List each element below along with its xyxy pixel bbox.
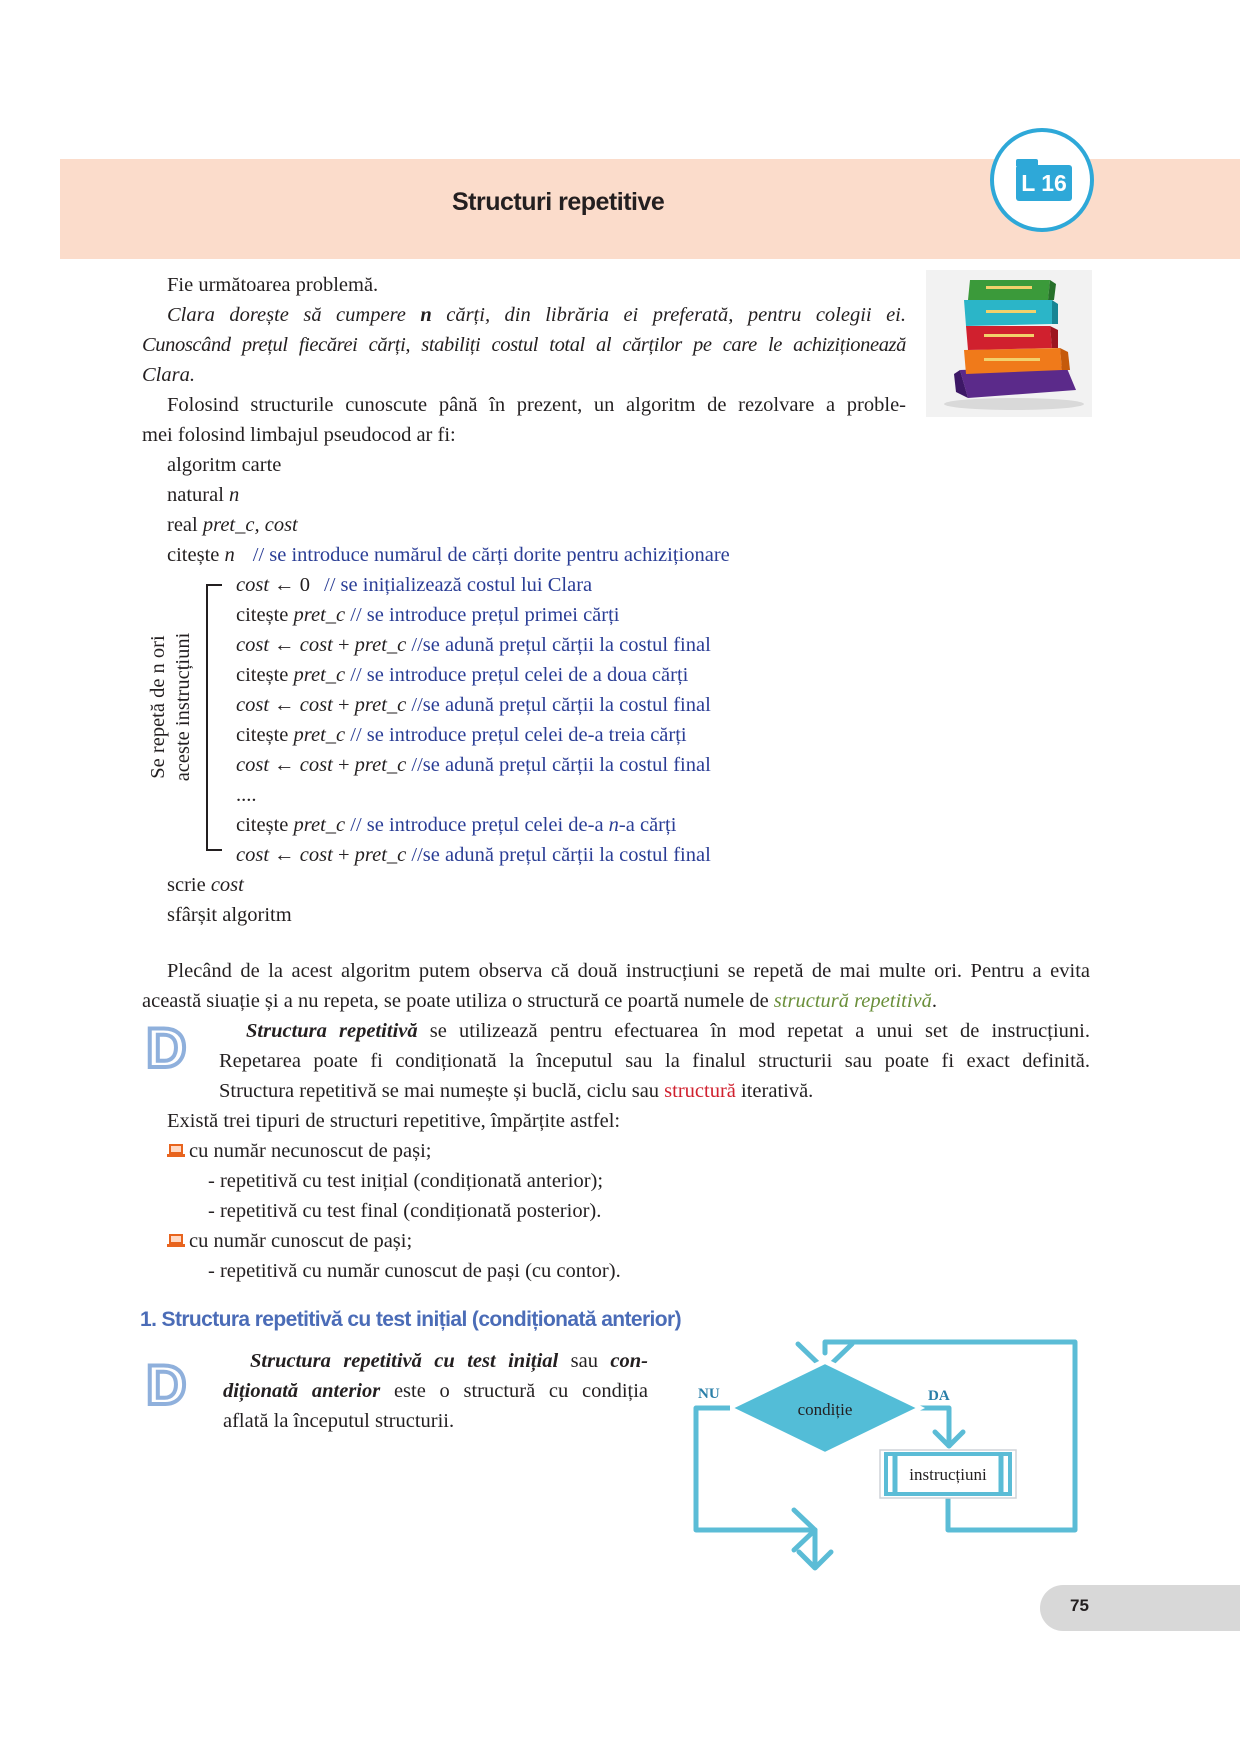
approach-line-1: Folosind structurile cunoscute până în prezent, un algoritm de rezolvare a proble- xyxy=(167,394,906,416)
algo-init xyxy=(236,570,592,600)
types-item: - repetitivă cu test inițial (condiționată anterior); xyxy=(208,1170,604,1192)
algo-sum-n xyxy=(236,840,711,870)
variable: pret_c xyxy=(293,664,346,686)
algo-sum-2 xyxy=(236,690,711,720)
definition-line-1 xyxy=(246,1016,1090,1046)
algo-read-1 xyxy=(236,600,620,630)
definition-text: iterativă. xyxy=(735,1080,814,1102)
types-intro: Există trei tipuri de structuri repetitive, împărțite astfel: xyxy=(167,1110,621,1132)
algo-read-n-th xyxy=(236,810,676,840)
algo-write xyxy=(167,870,244,900)
algo-header: algoritm carte xyxy=(167,454,282,476)
page-title: Structuri repetitive xyxy=(452,188,665,216)
condition-label: condiție xyxy=(797,1400,853,1419)
variable: pret_c xyxy=(293,814,346,836)
definition-text: este o structură cu condiția xyxy=(380,1380,649,1402)
problem-line-1 xyxy=(167,300,906,330)
keyword: citește xyxy=(236,814,294,836)
code-comment: //se adună prețul cărții la costul final xyxy=(406,634,711,656)
laptop-icon xyxy=(167,1233,185,1248)
keyword: citește xyxy=(236,724,294,746)
operator: + xyxy=(332,844,355,866)
types-item: - repetitivă cu test final (condiționată posterior). xyxy=(208,1200,602,1222)
section-title: 1. Structura repetitivă cu test inițial (condiționată anterior) xyxy=(140,1308,681,1331)
variable: n xyxy=(229,484,240,506)
types-group-1 xyxy=(167,1136,432,1166)
operator: + xyxy=(332,634,355,656)
definition-marker-icon: D xyxy=(146,1353,187,1416)
code-comment: -a cărți xyxy=(618,814,677,836)
types-group-2 xyxy=(167,1226,412,1256)
observation-line-1: Plecând de la acest algoritm putem observa că două instrucțiuni se repetă de mai multe ori. Pentru a evita xyxy=(167,960,1090,982)
definition-marker-icon: D xyxy=(146,1016,187,1079)
definition-term: Structura repetitivă xyxy=(246,1020,418,1042)
variable: pret_c xyxy=(354,754,407,776)
instructions-label: instrucțiuni xyxy=(909,1465,987,1484)
laptop-icon xyxy=(167,1143,185,1158)
code-comment: // se introduce prețul primei cărți xyxy=(345,604,620,626)
keyword: scrie xyxy=(167,874,211,896)
variable: cost xyxy=(299,634,333,656)
definition-text: Structura repetitivă se mai numește și buclă, ciclu sau xyxy=(219,1080,665,1102)
variable: cost xyxy=(236,574,270,596)
bracket-label xyxy=(146,622,196,792)
code-comment: //se adună prețul cărții la costul final xyxy=(406,694,711,716)
definition-term: diționată anterior xyxy=(223,1380,381,1402)
types-item: - repetitivă cu număr cunoscut de pași (cu contor). xyxy=(208,1260,621,1282)
problem-line-2: Cunoscând prețul fiecărei cărți, stabiliți costul total al cărților pe care le achiziționează xyxy=(142,334,906,356)
section-def-line-1 xyxy=(250,1346,648,1376)
definition-term: con- xyxy=(610,1350,648,1372)
variable: pret_c, cost xyxy=(202,514,298,536)
algo-natural xyxy=(167,480,239,510)
definition-text: sau xyxy=(558,1350,611,1372)
algo-real xyxy=(167,510,298,540)
code-comment: // se introduce prețul celei de-a xyxy=(345,814,609,836)
punctuation: . xyxy=(931,990,938,1012)
variable: pret_c xyxy=(354,634,407,656)
keyword: citește xyxy=(236,664,294,686)
page-number: 75 xyxy=(1070,1596,1089,1615)
code-comment: // se introduce prețul celei de-a treia cărți xyxy=(345,724,687,746)
observation-line-2 xyxy=(142,986,937,1016)
problem-line-3: Clara. xyxy=(142,364,195,386)
code-comment: n xyxy=(608,814,619,836)
no-label: NU xyxy=(698,1386,720,1402)
operator: + xyxy=(332,694,355,716)
operator: ← xyxy=(269,844,300,866)
variable: cost xyxy=(236,634,270,656)
algo-sum-1 xyxy=(236,630,711,660)
types-group-label: cu număr necunoscut de pași; xyxy=(189,1140,432,1162)
variable: pret_c xyxy=(354,694,407,716)
keyword: citește xyxy=(167,544,225,566)
keyword: real xyxy=(167,514,203,536)
keyword: citește xyxy=(236,604,294,626)
intro-paragraph: Fie următoarea problemă. xyxy=(167,274,379,296)
operator: ← xyxy=(269,634,300,656)
bracket-label-line-2: aceste instrucțiuni xyxy=(172,632,194,782)
variable: pret_c xyxy=(293,604,346,626)
variable: pret_c xyxy=(293,724,346,746)
definition-line-3 xyxy=(219,1076,813,1106)
operator: + xyxy=(332,754,355,776)
repeat-bracket xyxy=(206,584,222,851)
algo-read-2 xyxy=(236,660,688,690)
flowchart xyxy=(690,1318,1090,1578)
problem-n: n xyxy=(420,304,432,326)
operator: ← xyxy=(269,694,300,716)
variable: cost xyxy=(236,754,270,776)
problem-text-cont: cărți, din librăria ei preferată, pentru colegii ei. xyxy=(431,304,907,326)
lesson-badge xyxy=(990,128,1094,232)
term-highlight: structură repetitivă xyxy=(773,990,932,1012)
algo-read-n xyxy=(167,540,730,570)
variable: cost xyxy=(299,694,333,716)
variable: n xyxy=(224,544,235,566)
books-icon xyxy=(926,270,1092,417)
variable: cost xyxy=(299,754,333,776)
code-comment: //se adună prețul cărții la costul final xyxy=(406,844,711,866)
section-def-line-3: aflată la începutul structurii. xyxy=(223,1410,455,1432)
section-def-line-2 xyxy=(223,1376,648,1406)
books-stack-image xyxy=(926,270,1092,417)
yes-label: DA xyxy=(928,1388,950,1404)
definition-text: se utilizează pentru efectuarea în mod repetat a unui set de instrucțiuni. xyxy=(417,1020,1090,1042)
problem-text: Clara dorește să cumpere xyxy=(167,304,421,326)
code-comment: // se introduce numărul de cărți dorite pentru achiziționare xyxy=(252,544,730,566)
bracket-label-line-1: Se repetă de n ori xyxy=(147,635,169,779)
approach-line-2: mei folosind limbajul pseudocod ar fi: xyxy=(142,424,456,446)
variable: cost xyxy=(299,844,333,866)
variable: pret_c xyxy=(354,844,407,866)
algo-end: sfârșit algoritm xyxy=(167,904,292,926)
algo-read-3 xyxy=(236,720,687,750)
types-group-label: cu număr cunoscut de pași; xyxy=(189,1230,413,1252)
definition-line-2: Repetarea poate fi condiționată la începutul sau la finalul structurii sau poate fi exact definită. xyxy=(219,1050,1090,1072)
algo-ellipsis: .... xyxy=(236,784,257,806)
operator: ← 0 xyxy=(269,574,311,596)
term-highlight: structură xyxy=(664,1080,736,1102)
code-comment: //se adună prețul cărții la costul final xyxy=(406,754,711,776)
variable: cost xyxy=(236,694,270,716)
observation-text: această siuație și a nu repeta, se poate utiliza o structură ce poartă numele de xyxy=(142,990,774,1012)
variable: cost xyxy=(236,844,270,866)
operator: ← xyxy=(269,754,300,776)
definition-term: Structura repetitivă cu test inițial xyxy=(250,1350,559,1372)
keyword: natural xyxy=(167,484,230,506)
lesson-badge-label: L 16 xyxy=(1016,165,1072,201)
code-comment: // se inițializează costul lui Clara xyxy=(324,574,593,596)
algo-sum-3 xyxy=(236,750,711,780)
code-comment: // se introduce prețul celei de a doua cărți xyxy=(345,664,689,686)
variable: cost xyxy=(210,874,244,896)
